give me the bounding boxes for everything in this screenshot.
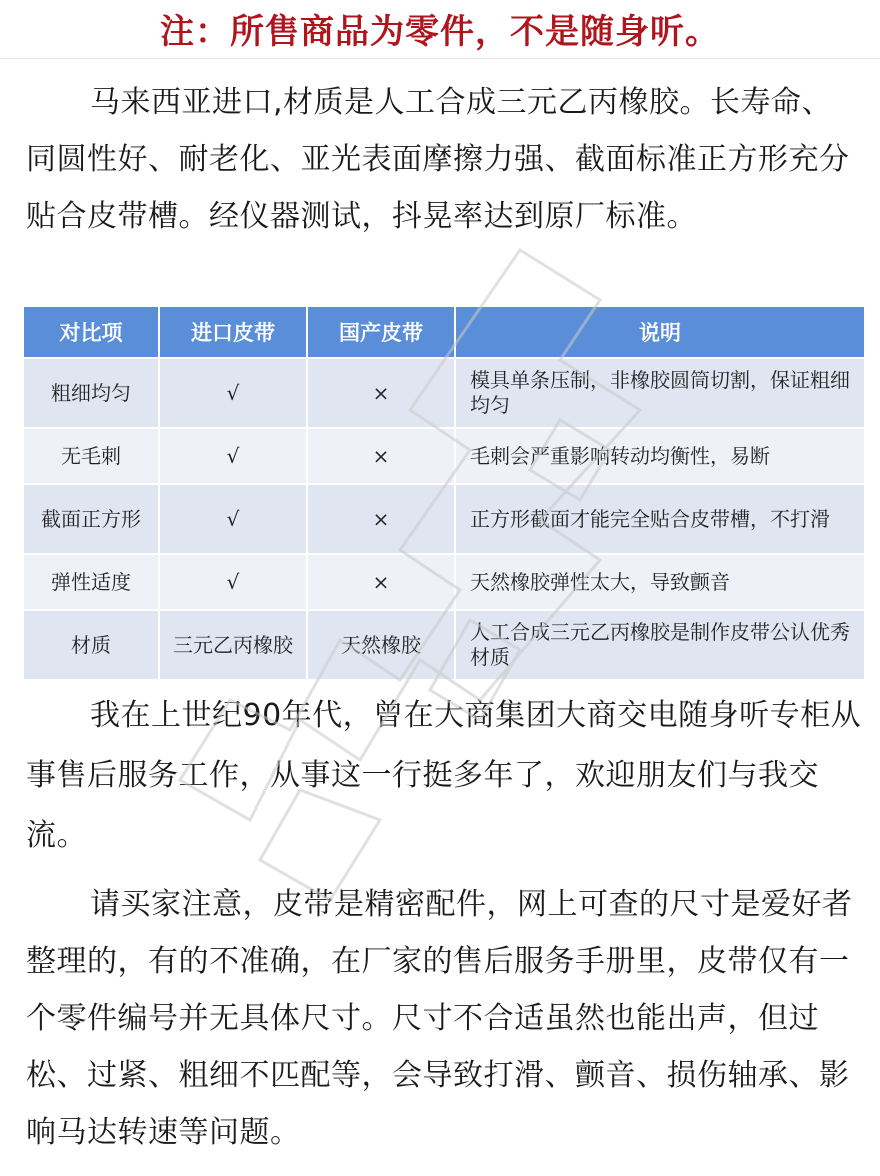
divider: [0, 58, 880, 59]
imported-value: √: [160, 485, 306, 553]
header-note: 说明: [456, 307, 864, 357]
header-item: 对比项: [24, 307, 158, 357]
experience-paragraph: 我在上世纪90年代，曾在大商集团大商交电随身听专柜从事售后服务工作，从事这一行挺多年了，欢迎朋友们与我交流。: [26, 698, 862, 853]
domestic-value: 天然橡胶: [308, 611, 454, 679]
row-note: 模具单条压制，非橡胶圆筒切割，保证粗细均匀: [456, 359, 864, 427]
row-note: 天然橡胶弹性太大，导致颤音: [456, 555, 864, 609]
row-note: 正方形截面才能完全贴合皮带槽，不打滑: [456, 485, 864, 553]
header-domestic: 国产皮带: [308, 307, 454, 357]
table-row: [24, 555, 864, 609]
imported-value: 三元乙丙橡胶: [160, 611, 306, 679]
table-row: [24, 611, 864, 679]
row-item: 粗细均匀: [24, 359, 158, 427]
domestic-value: ×: [308, 555, 454, 609]
row-item: 弹性适度: [24, 555, 158, 609]
domestic-value: ×: [308, 359, 454, 427]
row-note: 毛刺会严重影响转动均衡性，易断: [456, 429, 864, 483]
notice-banner: 注：所售商品为零件，不是随身听。: [160, 12, 720, 52]
comparison-table: [22, 305, 866, 681]
imported-value: √: [160, 359, 306, 427]
table-row: [24, 485, 864, 553]
row-item: 材质: [24, 611, 158, 679]
row-note: 人工合成三元乙丙橡胶是制作皮带公认优秀材质: [456, 611, 864, 679]
table-header-row: [24, 307, 864, 357]
row-item: 无毛刺: [24, 429, 158, 483]
imported-value: √: [160, 555, 306, 609]
header-imported: 进口皮带: [160, 307, 306, 357]
table-row: [24, 359, 864, 427]
imported-value: √: [160, 429, 306, 483]
domestic-value: ×: [308, 485, 454, 553]
table-row: [24, 429, 864, 483]
domestic-value: ×: [308, 429, 454, 483]
row-item: 截面正方形: [24, 485, 158, 553]
buyer-notice-paragraph: 请买家注意，皮带是精密配件，网上可查的尺寸是爱好者整理的，有的不准确，在厂家的售后服务手册里，皮带仅有一个零件编号并无具体尺寸。尺寸不合适虽然也能出声，但过松、过紧、粗细不匹配等，会导致打滑、颤音、损伤轴承、影响马达转速等问题。: [26, 887, 853, 1150]
intro-paragraph: 马来西亚进口,材质是人工合成三元乙丙橡胶。长寿命、同圆性好、耐老化、亚光表面摩擦力强、截面标准正方形充分贴合皮带槽。经仪器测试，抖晃率达到原厂标准。: [26, 85, 850, 234]
